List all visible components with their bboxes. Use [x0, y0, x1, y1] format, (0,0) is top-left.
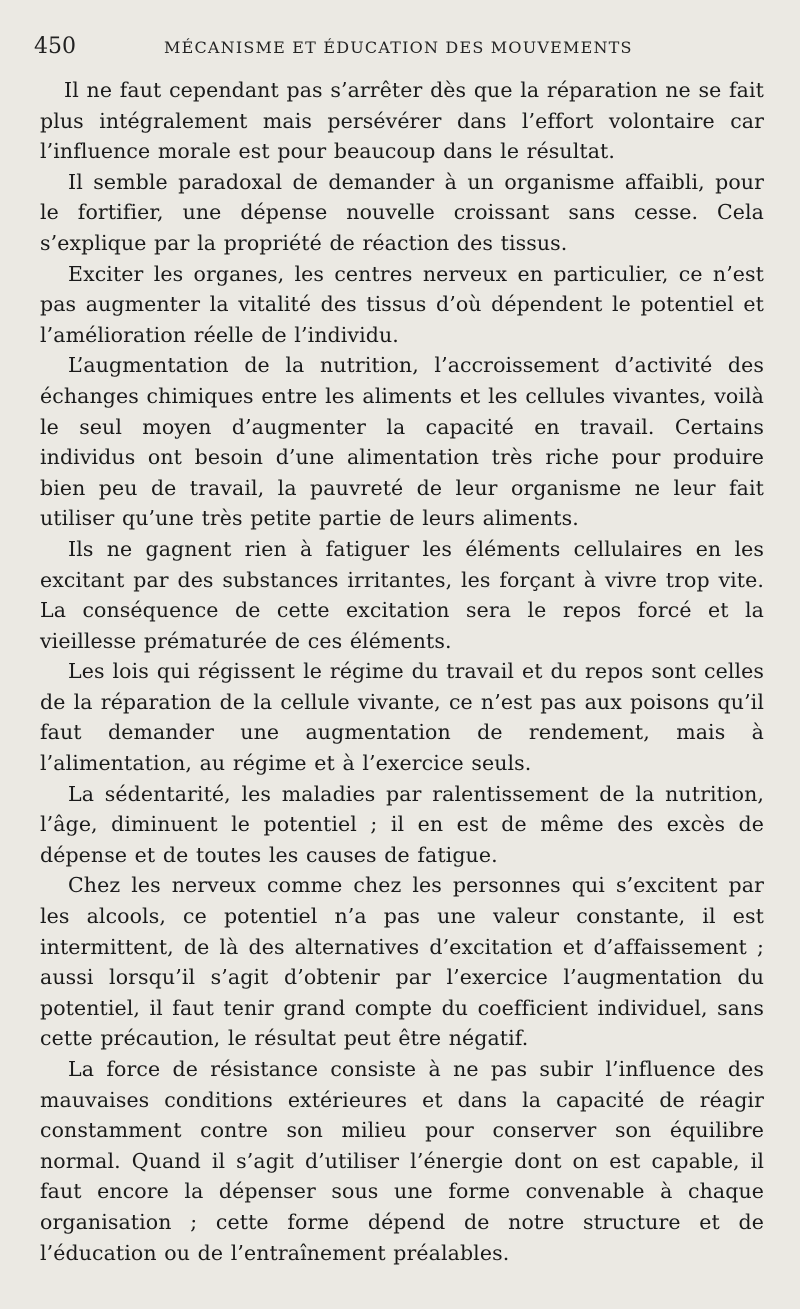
paragraph: Exciter les organes, les centres nerveux en particulier, ce n’est pas augmenter la vitalité des tissus d’où dépendent le potentiel et l’amélioration réelle de l’individu.: [40, 261, 764, 347]
paragraph: Les lois qui régissent le régime du travail et du repos sont celles de la réparation de la cellule vivante, ce n’est pas aux poisons qu’il faut demander une augmentation de rendement, mais à l’alimentation, au régime et à l’exercice seuls.: [40, 659, 764, 776]
page-number: 450: [34, 34, 76, 59]
paragraph: L’augmentation de la nutrition, l’accroissement d’activité des échanges chimiques entre les aliments et les cellules vivantes, voilà le seul moyen d’augmenter la capacité en travail. Certains individus ont besoin d’une alimentation très riche pour produire bien peu de travail, la pauvreté de leur organisme ne leur fait utiliser qu’une très petite partie de leurs aliments.: [40, 353, 764, 531]
body-text: [40, 75, 764, 1268]
running-title: MÉCANISME ET ÉDUCATION DES MOUVEMENTS: [164, 38, 633, 57]
page-header: [34, 34, 764, 60]
paragraph: Il semble paradoxal de demander à un organisme affaibli, pour le fortifier, une dépense nouvelle croissant sans cesse. Cela s’explique par la propriété de réaction des tissus.: [40, 169, 764, 255]
paragraph: Ils ne gagnent rien à fatiguer les éléments cellulaires en les excitant par des substances irritantes, les forçant à vivre trop vite. La conséquence de cette excitation sera le repos forcé et la vieillesse prématurée de ces éléments.: [40, 536, 764, 653]
paragraph: Chez les nerveux comme chez les personnes qui s’excitent par les alcools, ce potentiel n’a pas une valeur constante, il est intermittent, de là des alternatives d’excitation et d’affaissement ; aussi lorsqu’il s’agit d’obtenir par l’exercice l’augmentation du potentiel, il faut tenir grand compte du coefficient individuel, sans cette précaution, le résultat peut être négatif.: [40, 873, 764, 1051]
paragraph: La sédentarité, les maladies par ralentissement de la nutrition, l’âge, diminuent le potentiel ; il en est de même des excès de dépense et de toutes les causes de fatigue.: [40, 781, 764, 867]
paragraph: La force de résistance consiste à ne pas subir l’influence des mauvaises conditions extérieures et dans la capacité de réagir constamment contre son milieu pour conserver son équilibre normal. Quand il s’agit d’utiliser l’énergie dont on est capable, il faut encore la dépenser sous une forme convenable à chaque organisation ; cette forme dépend de notre structure et de l’éducation ou de l’entraînement préalables.: [40, 1057, 764, 1265]
paragraph: Il ne faut cependant pas s’arrêter dès que la réparation ne se fait plus intégralement mais persévérer dans l’effort volontaire car l’influence morale est pour beaucoup dans le résultat.: [40, 78, 764, 164]
